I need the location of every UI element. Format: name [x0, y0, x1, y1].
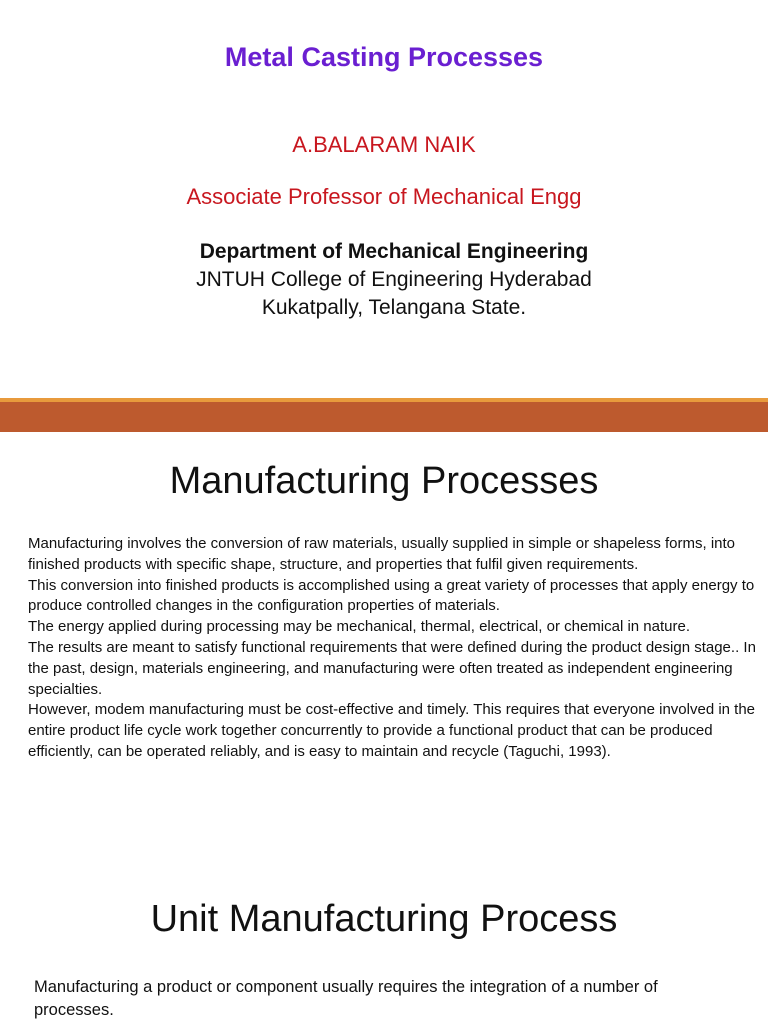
slide-divider — [0, 402, 768, 432]
college-name: JNTUH College of Engineering Hyderabad — [196, 268, 592, 291]
author-name: A.BALARAM NAIK — [292, 132, 476, 157]
manufacturing-processes-slide — [0, 432, 768, 862]
unit-manufacturing-process-slide — [0, 862, 768, 1024]
body-paragraph: The energy applied during processing may be mechanical, thermal, electrical, or chemical in nature. — [28, 618, 690, 636]
slide-heading: Unit Manufacturing Process — [150, 898, 618, 940]
presentation-title: Metal Casting Processes — [224, 42, 544, 72]
body-paragraph: However, modem manufacturing must be cost-effective and timely. This requires that everyone involved in the entire product life cycle work together concurrently to provide a functional product that can be produced efficiently, can be operated reliably, and is easy to maintain and recycle (Taguchi, 1993). — [28, 701, 756, 760]
slide-body — [28, 534, 758, 763]
title-slide — [0, 0, 768, 398]
college-location: Kukatpally, Telangana State. — [261, 296, 527, 319]
body-paragraph: Manufacturing involves the conversion of raw materials, usually supplied in simple or shapeless forms, into finished products with specific shape, structure, and properties that fulfil given requirements. — [28, 535, 735, 573]
body-paragraph: The results are meant to satisfy functional requirements that were defined during the product design stage.. In the past, design, materials engineering, and manufacturing were often treated as independent engineering specialties. — [28, 638, 756, 698]
department-name: Department of Mechanical Engineering — [199, 240, 589, 263]
body-paragraph: This conversion into finished products is accomplished using a great variety of processes that apply energy to produce controlled changes in the configuration properties of materials. — [28, 576, 755, 615]
slide-heading: Manufacturing Processes — [169, 460, 599, 502]
slide-body: Manufacturing a product or component usually requires the integration of a number of processes. — [34, 978, 658, 1019]
author-position: Associate Professor of Mechanical Engg — [186, 184, 582, 209]
